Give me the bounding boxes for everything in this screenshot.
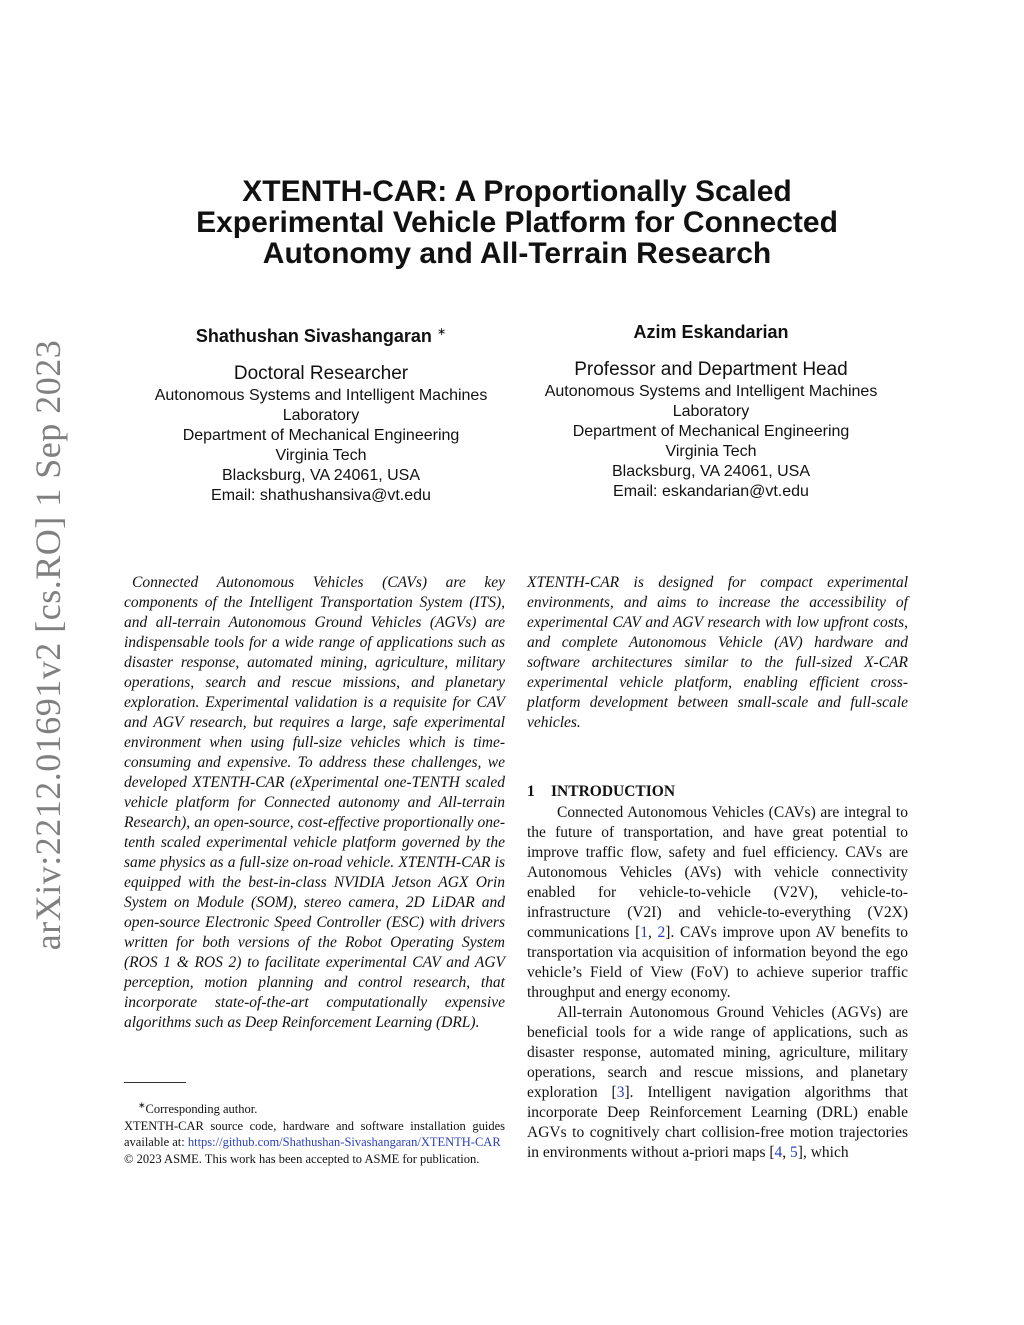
author-1-address: Blacksburg, VA 24061, USA [221, 467, 421, 484]
author-1-lab-cont: Laboratory [282, 407, 360, 424]
citation-3[interactable]: 3 [616, 1084, 625, 1101]
footnote-copyright: © 2023 ASME. This work has been accepted to ASME for publication. [124, 1151, 480, 1166]
intro-p2-text-c: ], which [797, 1144, 849, 1161]
title-line-1: XTENTH-CAR: A Proportionally Scaled [242, 175, 792, 208]
github-repository-link[interactable]: https://github.com/Shathushan-Sivashangaran/XTENTH-CAR [187, 1135, 501, 1150]
corresponding-author-mark: ∗ [436, 326, 447, 338]
intro-paragraph-2 [527, 1003, 908, 1163]
citation-4[interactable]: 4 [774, 1144, 783, 1161]
citation-separator: , [648, 924, 658, 941]
author-2-email: Email: eskandarian@vt.edu [613, 483, 809, 500]
footnote-corresponding [124, 1097, 505, 1118]
author-1-department: Department of Mechanical Engineering [182, 427, 460, 444]
footnote-source-text: XTENTH-CAR source code, hardware and software installation guides available at: [124, 1118, 505, 1150]
citation-separator: , [782, 1144, 791, 1161]
paper-title [150, 176, 884, 269]
author-block-2 [521, 320, 901, 502]
author-1-lab: Autonomous Systems and Intelligent Machines [154, 387, 488, 404]
author-2-department: Department of Mechanical Engineering [572, 423, 850, 440]
section-title: INTRODUCTION [551, 783, 676, 800]
intro-p2-text-a: All-terrain Autonomous Ground Vehicles (AGVs) are beneficial tools for a wide range of applications, such as disaster response, automated mining, agriculture, military operations, search and rescue missions, and planetary exploration [ [527, 1004, 908, 1101]
intro-p1-text-a: Connected Autonomous Vehicles (CAVs) are integral to the future of transportation, and have great potential to improve traffic flow, safety and fuel efficiency. CAVs are Autonomous Vehicles (AVs) with vehicle connectivity enabled for vehicle-to-vehicle (V2V), vehicle-to-infrastructure (V2I) and vehicle-to-everything (V2X) communications [ [527, 804, 908, 941]
footnote-source-code [124, 1118, 505, 1151]
author-2-role: Professor and Department Head [574, 359, 848, 380]
section-heading-introduction [527, 782, 675, 802]
title-line-2: Experimental Vehicle Platform for Connected [196, 206, 838, 239]
author-1-email: Email: shathushansiva@vt.edu [211, 487, 431, 504]
intro-p1-text-b: ]. CAVs improve upon AV benefits to transportation via acquisition of information beyond the ego vehicle’s Field of View (FoV) to achieve superior traffic throughput and energy economy. [527, 924, 909, 1001]
abstract-right-column: XTENTH-CAR is designed for compact experimental environments, and aims to increase the accessibility of experimental CAV and AGV research with low upfront costs, and complete Autonomous Vehicle (AV) hardware and software architectures similar to the full-sized X-CAR experimental vehicle platform, enabling efficient cross-platform development between small-scale and full-scale vehicles. [527, 574, 908, 731]
author-2-name: Azim Eskandarian [633, 322, 789, 342]
intro-p2-text-b: ]. Intelligent navigation algorithms that incorporate Deep Reinforcement Learning (DRL) enable AGVs to cognitively chart collision-free motion trajectories in environments without a-priori maps [ [527, 1084, 908, 1161]
abstract-left-column: Connected Autonomous Vehicles (CAVs) are key components of the Intelligent Transportation System (ITS), and all-terrain Autonomous Ground Vehicles (AGVs) are indispensable tools for a wide range of applications such as disaster response, automated mining, agriculture, military operations, search and rescue missions, and planetary exploration. Experimental validation is a requisite for CAV and AGV research, but requires a large, safe experimental environment when using full-size vehicles which is time-consuming and expensive. To address these challenges, we developed XTENTH-CAR (eXperimental one-TENTH scaled vehicle platform for Connected autonomy and All-terrain Research), an open-source, cost-effective proportionally one-tenth scaled experimental vehicle platform governed by the same physics as a full-size on-road vehicle. XTENTH-CAR is equipped with the best-in-class NVIDIA Jetson AGX Orin System on Module (SOM), stereo camera, 2D LiDAR and open-source Electronic Speed Controller (ESC) with drivers written for both versions of the Robot Operating System (ROS 1 & ROS 2) to facilitate experimental CAV and AGV perception, motion planning and control research, that incorporate state-of-the-art computationally expensive algorithms such as Deep Reinforcement Learning (DRL). [124, 574, 505, 1031]
author-2-university: Virginia Tech [665, 443, 757, 460]
footnote-mark: ∗ [138, 1100, 146, 1110]
introduction-body [527, 803, 908, 1163]
author-1-name-line [131, 320, 511, 348]
author-2-address: Blacksburg, VA 24061, USA [611, 463, 811, 480]
section-number: 1 [527, 783, 535, 800]
author-1-name: Shathushan Sivashangaran [195, 326, 432, 346]
title-line-3: Autonomy and All-Terrain Research [262, 237, 772, 270]
intro-paragraph-1 [527, 803, 908, 1003]
footnote-corresponding-text: Corresponding author. [145, 1102, 258, 1117]
author-2-lab: Autonomous Systems and Intelligent Machines [544, 383, 878, 400]
citation-5[interactable]: 5 [790, 1144, 798, 1161]
citation-2[interactable]: 2 [657, 924, 666, 941]
footnotes [124, 1097, 505, 1167]
author-1-university: Virginia Tech [275, 447, 367, 464]
author-block-1 [131, 320, 511, 506]
citation-1[interactable]: 1 [640, 924, 649, 941]
author-2-lab-cont: Laboratory [672, 403, 750, 420]
arxiv-identifier-stamp: arXiv:2212.01691v2 [cs.RO] 1 Sep 2023 [28, 339, 68, 951]
footnote-divider [124, 1082, 186, 1083]
author-1-role: Doctoral Researcher [233, 363, 409, 384]
